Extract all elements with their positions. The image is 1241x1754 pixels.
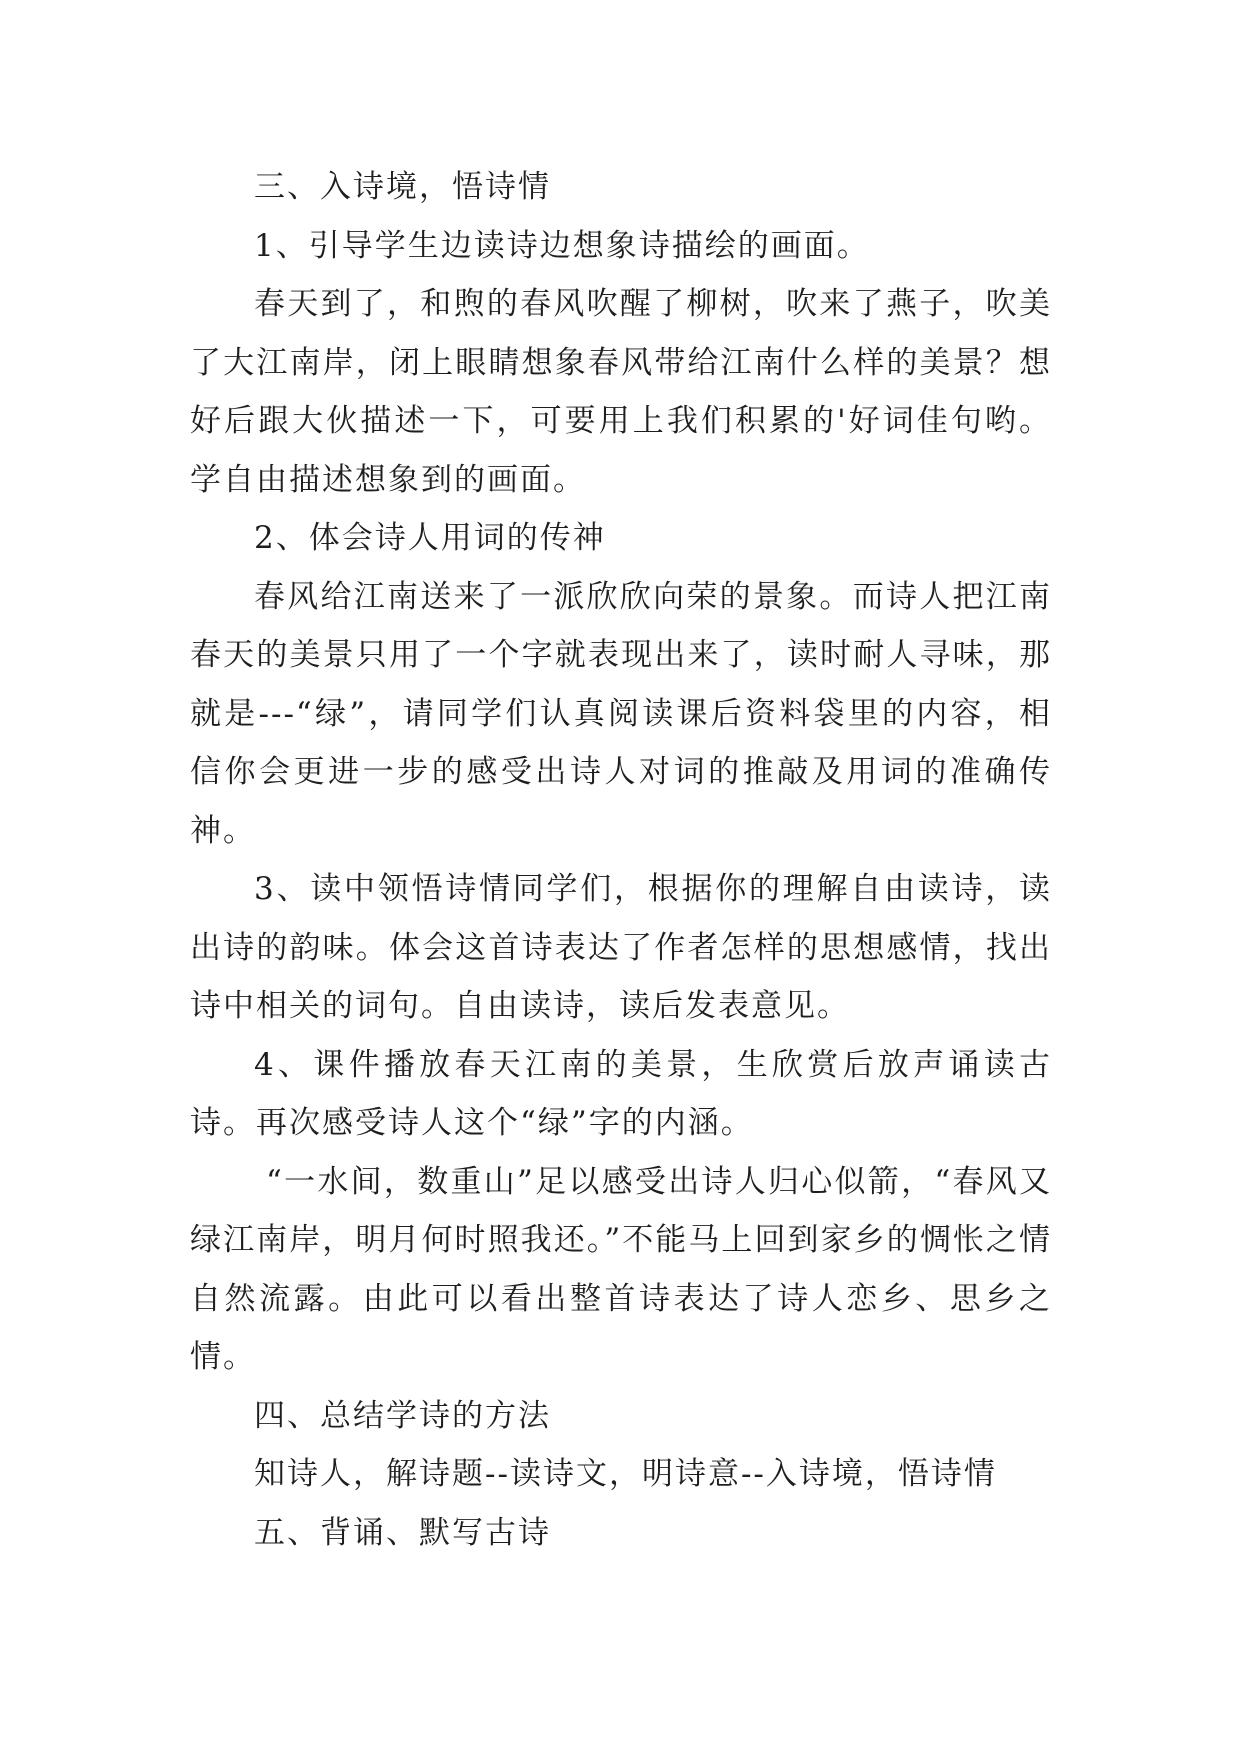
step-heading: 1、引导学生边读诗边想象诗描绘的画面。 [254,227,870,264]
body-paragraph: 知诗人，解诗题--读诗文，明诗意--入诗境，悟诗情 [254,1456,997,1492]
section-heading: 四、总结学诗的方法 [254,1397,551,1434]
body-paragraph: “一水间，数重山”足以感受出诗人归心似箭，“春风又绿江南岸，明月何时照我还。”不能马上回到家乡的惆怅之情自然流露。由此可以看出整首诗表达了诗人恋乡、思乡之情。 [190,1163,1052,1375]
section-heading: 五、背诵、默写古诗 [254,1514,551,1551]
body-paragraph: 春天到了，和煦的春风吹醒了柳树，吹来了燕子，吹美了大江南岸，闭上眼睛想象春风带给江南什么样的美景？想好后跟大伙描述一下，可要用上我们积累的'好词佳句哟。学自由描述想象到的画面。 [190,286,1052,498]
step-heading: 2、体会诗人用词的传神 [254,520,606,556]
body-paragraph: 4、课件播放春天江南的美景，生欣赏后放声诵读古诗。再次感受诗人这个“绿”字的内涵。 [190,1046,1052,1141]
body-paragraph: 春风给江南送来了一派欣欣向荣的景象。而诗人把江南春天的美景只用了一个字就表现出来了，读时耐人寻味，那就是---“绿”，请同学们认真阅读课后资料袋里的内容，相信你会更进一步的感受出诗人对词的推敲及用词的准确传神。 [190,578,1052,849]
body-paragraph: 3、读中领悟诗情同学们，根据你的理解自由读诗，读出诗的韵味。体会这首诗表达了作者怎样的思想感情，找出诗中相关的词句。自由读诗，读后发表意见。 [190,871,1052,1024]
document-body [190,158,1052,1562]
section-heading: 三、入诗境，悟诗情 [254,169,551,205]
